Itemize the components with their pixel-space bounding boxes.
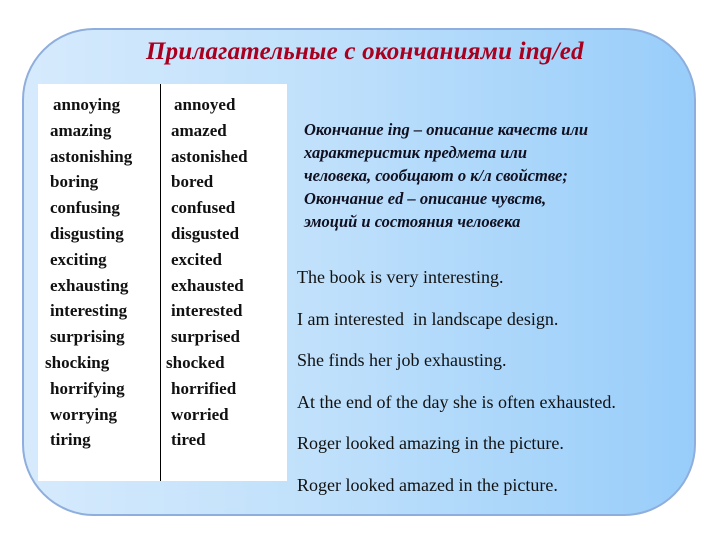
example-sentence: She finds her job exhausting. — [297, 350, 507, 370]
example-sentences — [297, 262, 707, 511]
ed-word: confused — [171, 198, 236, 218]
ing-column — [45, 92, 133, 453]
ing-word: surprising — [50, 327, 125, 347]
ed-word: interested — [171, 301, 243, 321]
rules-description — [304, 118, 694, 233]
ing-word: tiring — [50, 430, 91, 450]
ing-word: exhausting — [50, 275, 129, 295]
example-sentence: At the end of the day she is often exhausted. — [297, 391, 616, 412]
example-sentence: I am interested in landscape design. — [297, 308, 559, 329]
ing-word: disgusting — [50, 223, 124, 243]
ing-word: worrying — [50, 404, 118, 424]
ed-word: shocked — [166, 352, 225, 372]
rule-line: эмоций и состояния человека — [304, 212, 521, 231]
ing-word: exciting — [50, 249, 107, 269]
ed-column — [166, 92, 248, 453]
example-sentence: Roger looked amazing in the picture. — [297, 433, 564, 453]
column-divider — [160, 84, 161, 481]
ed-word: exhausted — [171, 275, 244, 295]
ed-word: excited — [171, 249, 222, 269]
ing-word: annoying — [53, 95, 121, 114]
example-sentence: Roger looked amazed in the picture. — [297, 474, 558, 495]
ed-word: tired — [171, 430, 206, 450]
ing-word: interesting — [50, 301, 128, 321]
ed-word: annoyed — [174, 95, 236, 114]
ing-word: astonishing — [50, 146, 133, 166]
rule-line: Окончание ed – описание чувств, — [304, 189, 547, 208]
ing-word: amazing — [50, 120, 112, 140]
ed-word: amazed — [171, 120, 227, 140]
slide-title: Прилагательные с окончаниями ing/ed — [146, 38, 584, 65]
ing-word: boring — [50, 172, 99, 192]
ed-word: worried — [171, 404, 229, 424]
ed-word: bored — [171, 172, 214, 192]
ed-word: surprised — [171, 327, 240, 347]
rule-line: Окончание ing – описание качеств или — [304, 120, 589, 139]
ing-word: confusing — [50, 198, 120, 218]
ed-word: disgusted — [171, 223, 240, 243]
ing-word: horrifying — [50, 378, 125, 398]
example-sentence: The book is very interesting. — [297, 267, 504, 287]
ing-word: shocking — [45, 352, 110, 372]
ed-word: horrified — [171, 378, 237, 398]
word-table — [38, 84, 287, 481]
ed-word: astonished — [171, 146, 248, 166]
rule-line: характеристик предмета или — [304, 143, 528, 162]
rule-line: человека, сообщают о к/л свойстве; — [304, 166, 568, 185]
